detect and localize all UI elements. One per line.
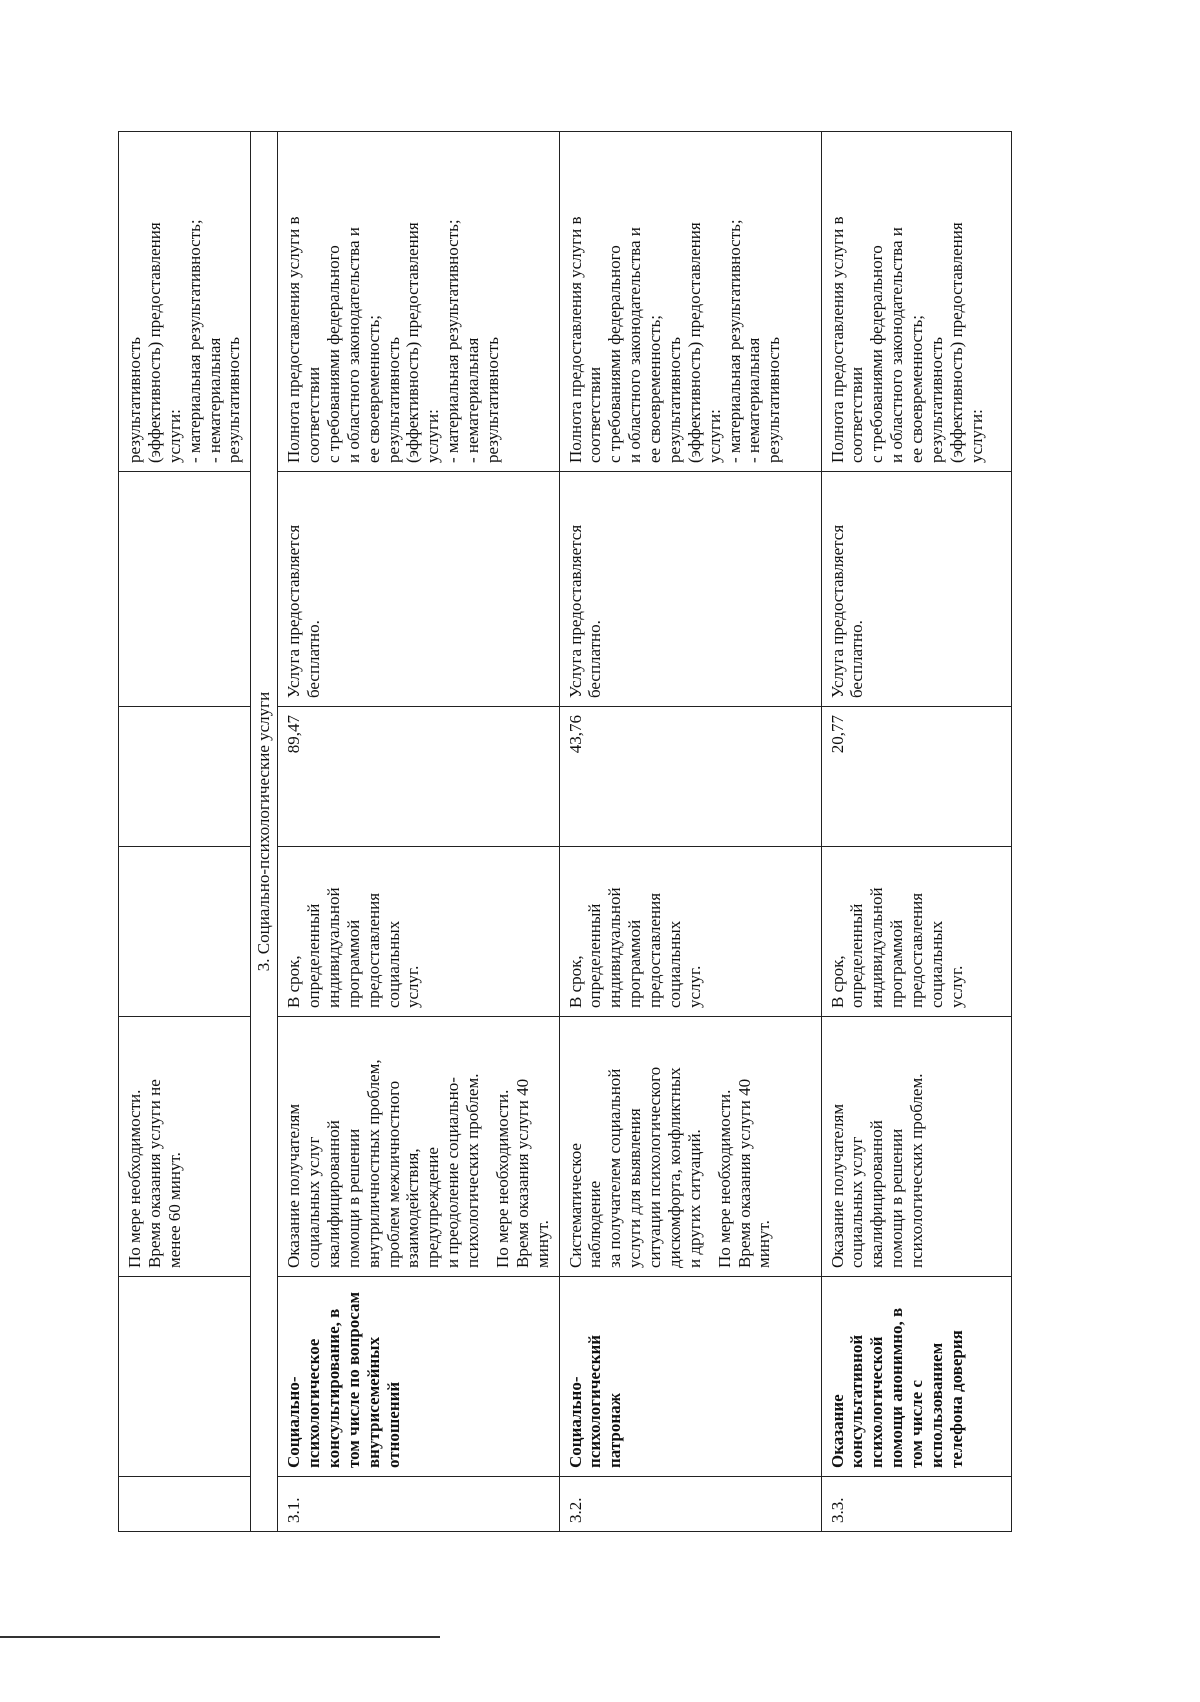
text-line: помощи в решении bbox=[343, 1128, 363, 1268]
text-line: социальных bbox=[664, 920, 684, 1008]
service-conditions bbox=[821, 472, 1011, 707]
text-line: Полнота предоставления услуги в bbox=[284, 216, 304, 463]
service-criteria bbox=[821, 132, 1011, 472]
service-term bbox=[559, 847, 821, 1017]
table-row bbox=[821, 132, 1011, 1532]
text-line: индивидуальной bbox=[867, 887, 887, 1008]
multiline-text bbox=[284, 140, 503, 463]
text-line: индивидуальной bbox=[323, 887, 343, 1008]
text-line: предоставления bbox=[907, 892, 926, 1008]
multiline-text bbox=[566, 1285, 626, 1468]
top-description-cell bbox=[119, 1017, 251, 1277]
text-line: Услуга предоставляется bbox=[284, 524, 304, 698]
text-line: и областного законодательства и bbox=[887, 227, 907, 463]
text-line: В срок, bbox=[565, 955, 585, 1008]
text-line: том числе с bbox=[907, 1380, 926, 1468]
text-line: менее 60 минут. bbox=[164, 1152, 184, 1268]
multiline-text bbox=[284, 855, 423, 1008]
text-line: соответствии bbox=[847, 366, 867, 463]
text-line: Полнота предоставления услуги в bbox=[565, 216, 585, 463]
text-line: услуг. bbox=[403, 965, 423, 1008]
multiline-text bbox=[284, 1285, 403, 1468]
text-line: программой bbox=[625, 919, 645, 1008]
text-line: результативность bbox=[764, 337, 784, 463]
text-line: психологическое bbox=[304, 1338, 323, 1468]
multiline-text bbox=[566, 140, 785, 463]
service-price: 43,76 bbox=[559, 707, 821, 847]
multiline-text bbox=[828, 480, 868, 698]
text-line: услуги: bbox=[164, 409, 184, 463]
text-line: - нематериальная bbox=[463, 337, 482, 463]
service-description bbox=[559, 1017, 821, 1277]
text-line: (эффективность) предоставления bbox=[144, 222, 164, 463]
top-conditions-cell bbox=[119, 472, 251, 707]
text-line: дискомфорта, конфликтных bbox=[664, 1067, 684, 1268]
text-line: результативность bbox=[926, 337, 946, 463]
text-line: (эффективность) предоставления bbox=[684, 222, 704, 463]
text-line: предоставления bbox=[645, 892, 664, 1008]
text-line: помощи анонимно, в bbox=[887, 1307, 907, 1468]
text-line: минут. bbox=[532, 1220, 552, 1268]
service-name bbox=[821, 1277, 1011, 1477]
text-line: консультативной bbox=[847, 1334, 867, 1468]
text-line: и областного законодательства и bbox=[343, 227, 363, 463]
text-line: результативность bbox=[224, 337, 244, 463]
service-name bbox=[278, 1277, 559, 1477]
multiline-text bbox=[566, 1025, 705, 1268]
text-line: услуги: bbox=[704, 409, 724, 463]
text-line: услуги: bbox=[423, 409, 443, 463]
section-header-row bbox=[251, 132, 278, 1532]
text-line: том числе по вопросам bbox=[343, 1291, 363, 1468]
text-line: предоставления bbox=[363, 892, 383, 1008]
text-line: квалифицированной bbox=[323, 1120, 343, 1268]
text-line: внутрисемейных bbox=[363, 1336, 383, 1468]
text-line: телефона доверия bbox=[946, 1330, 966, 1468]
text-line: Социально- bbox=[284, 1376, 304, 1468]
row-number: 3.1. bbox=[278, 1477, 559, 1532]
top-term-cell bbox=[119, 847, 251, 1017]
text-line: - материальная результативность; bbox=[724, 219, 744, 463]
text-line: наблюдение bbox=[585, 1180, 605, 1268]
text-line: консультирование, в bbox=[323, 1308, 343, 1468]
text-line: Полнота предоставления услуги в bbox=[827, 216, 847, 463]
multiline-text bbox=[828, 140, 987, 463]
text-line: Систематическое bbox=[565, 1143, 585, 1268]
text-line: за получателем социальной bbox=[605, 1068, 625, 1268]
text-line: взаимодействия, bbox=[403, 1148, 423, 1268]
top-criteria-cell bbox=[119, 132, 251, 472]
text-line: определенный bbox=[304, 903, 323, 1008]
text-line: результативность bbox=[125, 337, 144, 463]
multiline-text bbox=[125, 1025, 185, 1268]
text-line: ее своевременность; bbox=[645, 315, 664, 463]
text-line: - нематериальная bbox=[204, 337, 224, 463]
text-line: В срок, bbox=[827, 955, 847, 1008]
text-line: квалифицированной bbox=[867, 1120, 887, 1268]
service-description bbox=[821, 1017, 1011, 1277]
multiline-text bbox=[284, 1025, 483, 1268]
multiline-text bbox=[284, 480, 324, 698]
text-line: Услуга предоставляется bbox=[827, 524, 847, 698]
top-name-cell bbox=[119, 1277, 251, 1477]
text-line: внутриличностных проблем, bbox=[363, 1059, 383, 1268]
section-title: 3. Социально-психологические услуги bbox=[251, 132, 278, 1532]
multiline-text bbox=[715, 1025, 775, 1268]
text-line: психологический bbox=[585, 1334, 605, 1468]
text-line: бесплатно. bbox=[585, 620, 605, 698]
service-criteria bbox=[278, 132, 559, 472]
text-line: Услуга предоставляется bbox=[565, 524, 585, 698]
text-line: психологической bbox=[867, 1336, 887, 1468]
text-line: отношений bbox=[383, 1381, 403, 1468]
multiline-text bbox=[566, 480, 606, 698]
text-line: программой bbox=[887, 919, 907, 1008]
text-line: индивидуальной bbox=[605, 887, 625, 1008]
text-line: (эффективность) предоставления bbox=[403, 222, 423, 463]
text-line: предупреждение bbox=[423, 1147, 443, 1268]
text-line: По мере необходимости. bbox=[125, 1089, 144, 1268]
row-number: 3.2. bbox=[559, 1477, 821, 1532]
text-line: Оказание получателям bbox=[827, 1103, 847, 1268]
text-line: социальных bbox=[383, 920, 403, 1008]
service-price: 20,77 bbox=[821, 707, 1011, 847]
text-line: бесплатно. bbox=[847, 620, 867, 698]
text-line: Время оказания услуги 40 bbox=[734, 1078, 754, 1268]
service-criteria bbox=[559, 132, 821, 472]
service-conditions bbox=[278, 472, 559, 707]
text-line: психологических проблем. bbox=[907, 1073, 926, 1268]
multiline-text bbox=[566, 855, 705, 1008]
text-line: Оказание bbox=[827, 1394, 847, 1468]
multiline-text bbox=[828, 1285, 967, 1468]
text-line: результативность bbox=[664, 337, 684, 463]
text-line: По мере необходимости. bbox=[492, 1089, 512, 1268]
text-line: с требованиями федерального bbox=[605, 245, 625, 463]
multiline-text bbox=[125, 140, 244, 463]
text-line: результативность bbox=[482, 337, 502, 463]
text-line: ее своевременность; bbox=[907, 315, 926, 463]
text-line: социальных услуг bbox=[847, 1136, 867, 1268]
text-line: помощи в решении bbox=[887, 1128, 907, 1268]
row-number: 3.3. bbox=[821, 1477, 1011, 1532]
top-number-cell bbox=[119, 1477, 251, 1532]
table-row-top bbox=[119, 132, 251, 1532]
text-line: с требованиями федерального bbox=[323, 245, 343, 463]
text-line: - материальная результативность; bbox=[184, 219, 204, 463]
text-line: ее своевременность; bbox=[363, 315, 383, 463]
text-line: и преодоление социально- bbox=[443, 1077, 463, 1268]
service-name bbox=[559, 1277, 821, 1477]
table-row bbox=[559, 132, 821, 1532]
text-line: психологических проблем. bbox=[463, 1073, 482, 1268]
text-line: - материальная результативность; bbox=[443, 219, 463, 463]
text-line: социальных услуг bbox=[304, 1136, 323, 1268]
text-line: услуги: bbox=[966, 409, 986, 463]
text-line: соответствии bbox=[304, 366, 323, 463]
text-line: и областного законодательства и bbox=[625, 227, 645, 463]
text-line: результативность bbox=[383, 337, 403, 463]
text-line: услуг. bbox=[946, 965, 966, 1008]
multiline-text bbox=[828, 1025, 927, 1268]
text-line: и других ситуаций. bbox=[684, 1129, 704, 1268]
multiline-text bbox=[493, 1025, 553, 1268]
service-description bbox=[278, 1017, 559, 1277]
text-line: бесплатно. bbox=[304, 620, 323, 698]
top-price-cell bbox=[119, 707, 251, 847]
text-line: услуги для выявления bbox=[625, 1108, 645, 1268]
text-line: патронаж bbox=[605, 1393, 625, 1468]
text-line: (эффективность) предоставления bbox=[946, 222, 966, 463]
services-table bbox=[118, 131, 1012, 1532]
table-row bbox=[278, 132, 559, 1532]
text-line: определенный bbox=[585, 903, 605, 1008]
service-term bbox=[821, 847, 1011, 1017]
text-line: определенный bbox=[847, 903, 867, 1008]
service-term bbox=[278, 847, 559, 1017]
text-line: В срок, bbox=[284, 955, 304, 1008]
text-line: Оказание получателям bbox=[284, 1103, 304, 1268]
text-line: По мере необходимости. bbox=[714, 1089, 734, 1268]
text-line: Время оказания услуги 40 bbox=[512, 1078, 532, 1268]
text-line: Время оказания услуги не bbox=[144, 1079, 164, 1268]
text-line: с требованиями федерального bbox=[867, 245, 887, 463]
service-price: 89,47 bbox=[278, 707, 559, 847]
service-conditions bbox=[559, 472, 821, 707]
text-line: соответствии bbox=[585, 366, 605, 463]
text-line: минут. bbox=[754, 1220, 774, 1268]
scan-edge-line bbox=[0, 1636, 440, 1638]
text-line: ситуации психологического bbox=[645, 1066, 664, 1268]
text-line: Социально- bbox=[565, 1376, 585, 1468]
text-line: использованием bbox=[926, 1342, 946, 1468]
multiline-text bbox=[828, 855, 967, 1008]
text-line: социальных bbox=[926, 920, 946, 1008]
text-line: услуг. bbox=[684, 965, 704, 1008]
text-line: - нематериальная bbox=[744, 337, 764, 463]
text-line: программой bbox=[343, 919, 363, 1008]
text-line: проблем межличностного bbox=[383, 1080, 403, 1268]
